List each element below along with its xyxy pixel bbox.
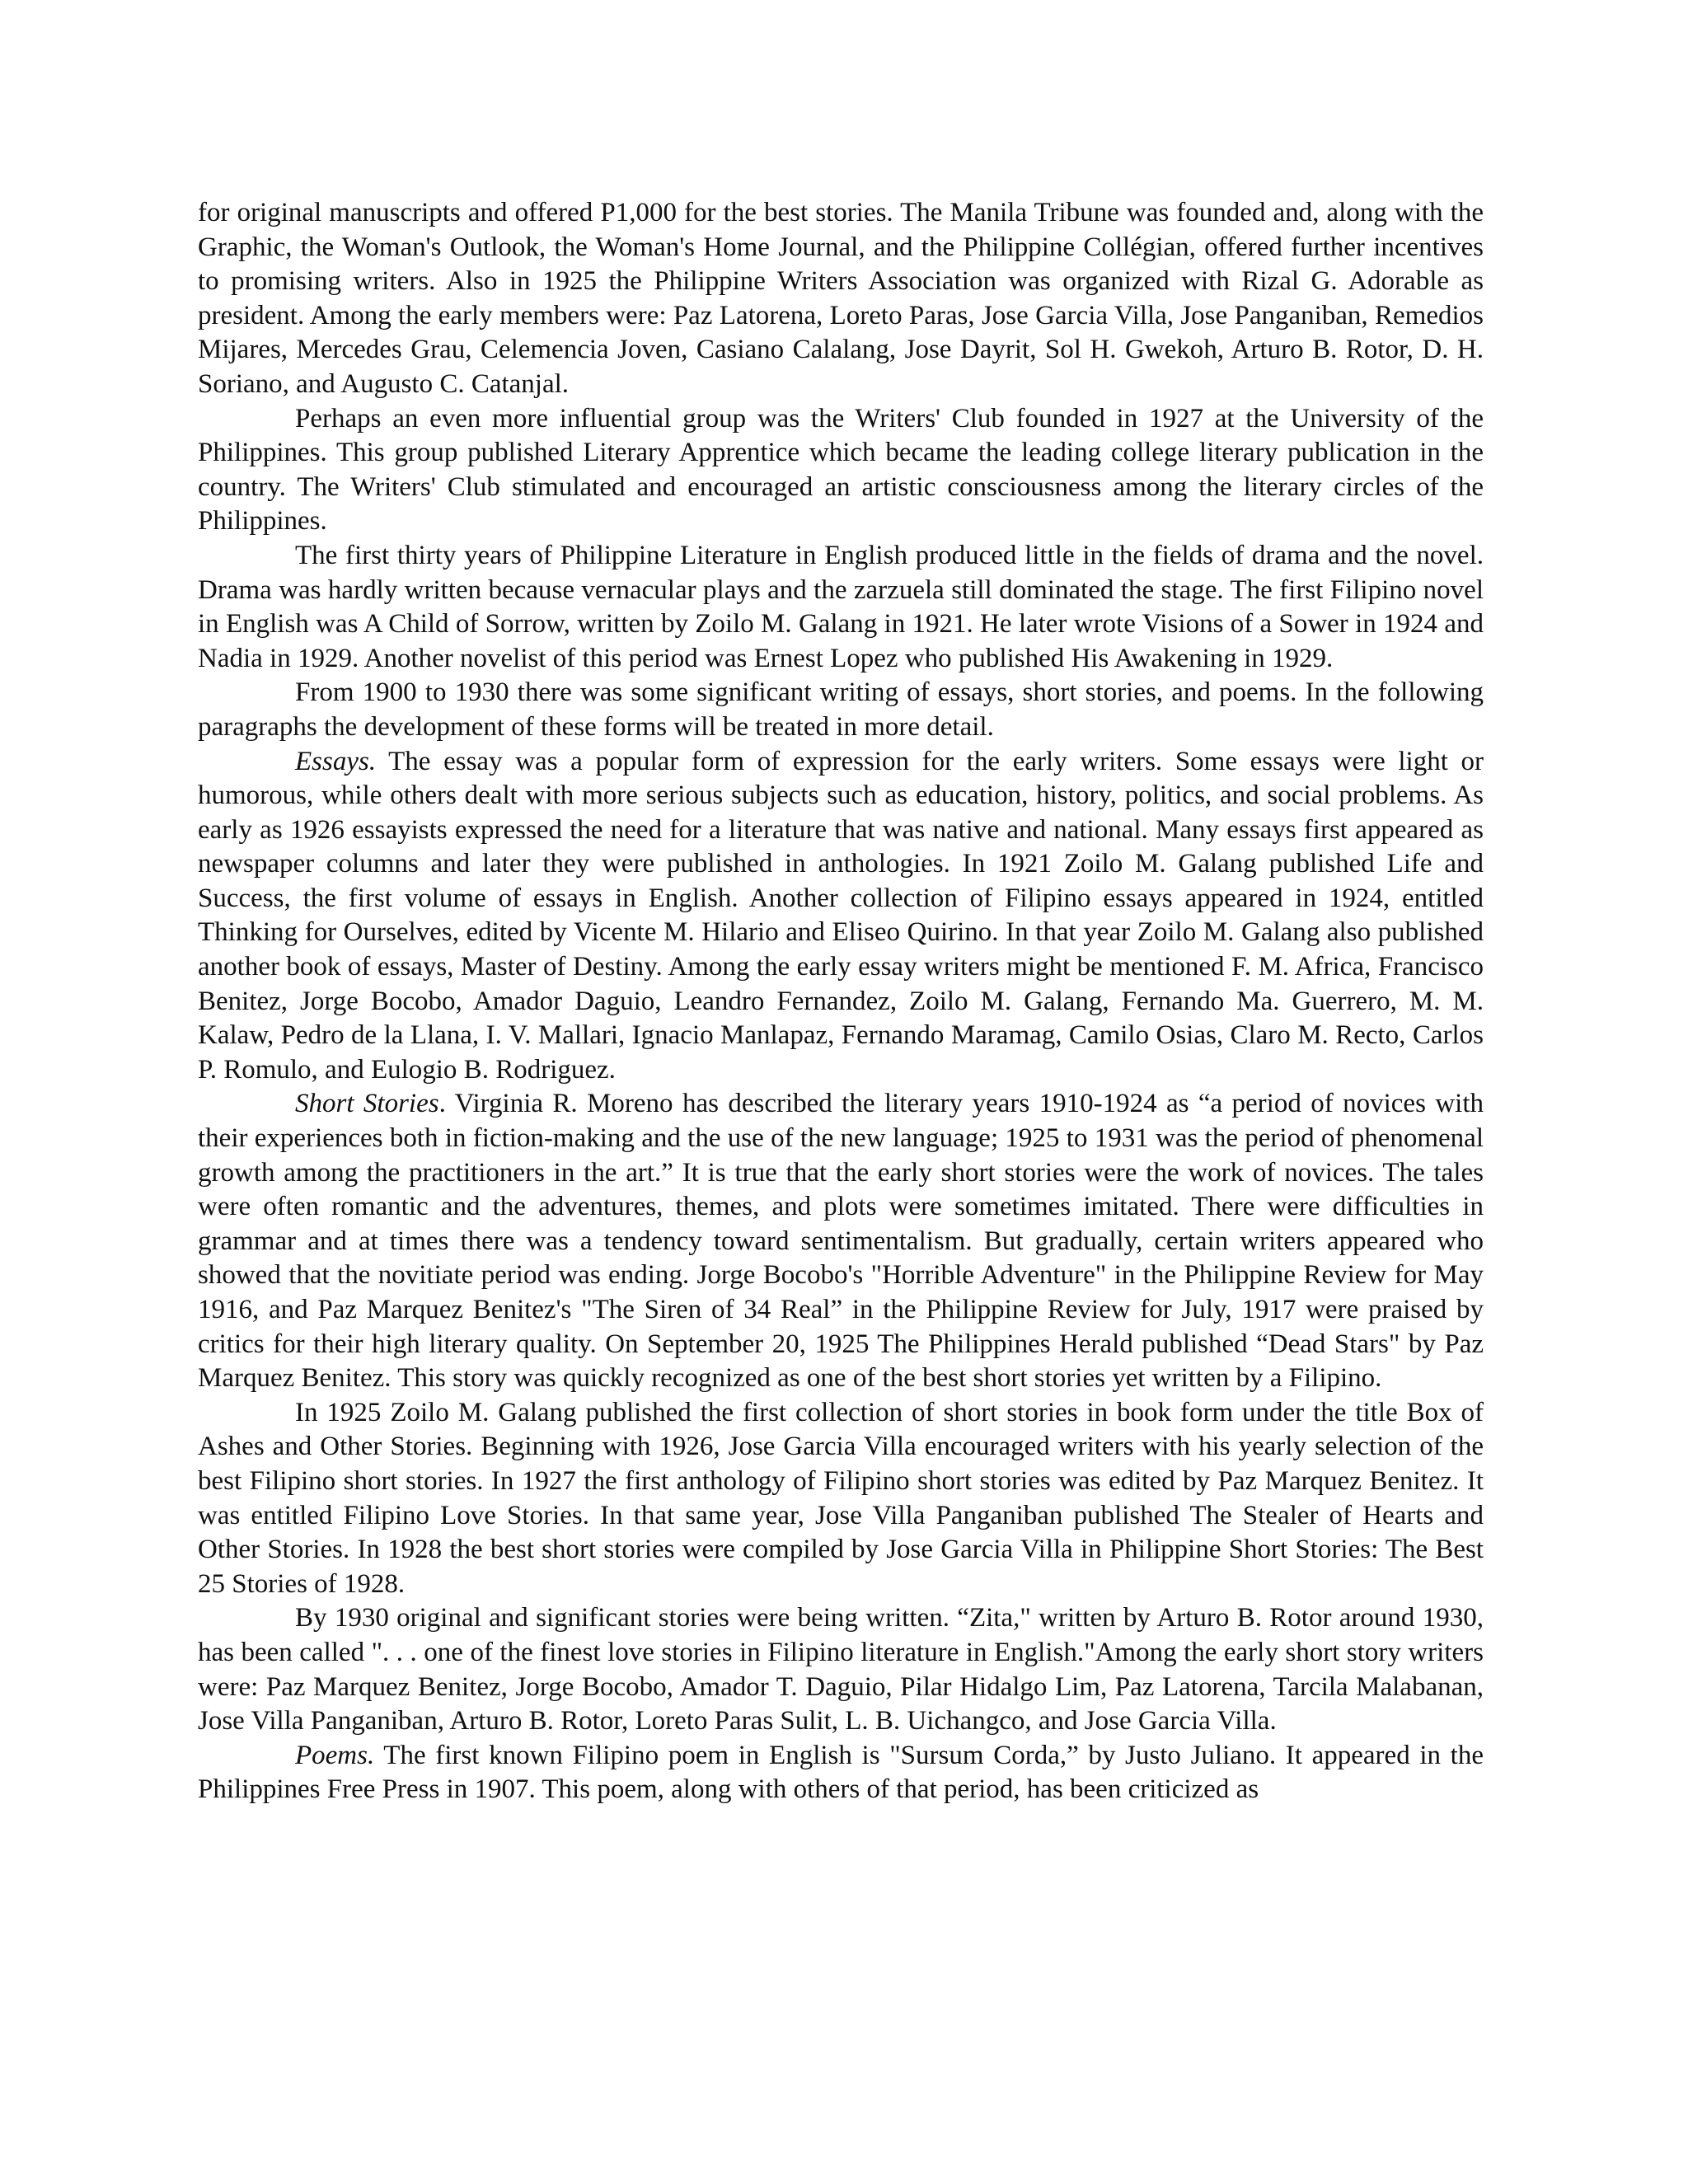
paragraph-text: Perhaps an even more influential group was the Writers' Club founded in 1927 at the University of the Philippines. This group published Literary Apprentice which became the leading college literary publication in the country. The Writers' Club stimulated and encouraged an artistic consciousness among the literary circles of the Philippines. — [198, 403, 1484, 537]
paragraph-text: The first thirty years of Philippine Literature in English produced little in the fields of drama and the novel. Drama was hardly written because vernacular plays and the zarzuela still dominated the stage. The first Filipino novel in English was A Child of Sorrow, written by Zoilo M. Galang in 1921. He later wrote Visions of a Sower in 1924 and Nadia in 1929. Another novelist of this period was Ernest Lopez who published His Awakening in 1929. — [198, 540, 1484, 673]
paragraph-drama-novel — [198, 539, 1484, 676]
paragraph-essays — [198, 745, 1484, 1088]
paragraph-text: From 1900 to 1930 there was some significant writing of essays, short stories, and poems. In the following paragraphs the development of these forms will be treated in more detail. — [198, 677, 1484, 742]
paragraph-forms-intro — [198, 676, 1484, 744]
paragraph-poems — [198, 1739, 1484, 1807]
section-lead-essays: Essays. — [295, 746, 377, 776]
paragraph-text: By 1930 original and significant stories were being written. “Zita," written by Arturo B. Rotor around 1930, has been called ". . . one of the finest love stories in Filipino literature in English."Among the early short story writers were: Paz Marquez Benitez, Jorge Bocobo, Amador T. Daguio, Pilar Hidalgo Lim, Paz Latorena, Tarcila Malabanan, Jose Villa Panganiban, Arturo B. Rotor, Loreto Paras Sulit, L. B. Uichangco, and Jose Garcia Villa. — [198, 1603, 1484, 1736]
paragraph-writers-club — [198, 402, 1484, 539]
section-lead-short-stories: Short Stories — [295, 1089, 439, 1119]
paragraph-collections — [198, 1396, 1484, 1602]
paragraph-text: In 1925 Zoilo M. Galang published the first collection of short stories in book form under the title Box of Ashes and Other Stories. Beginning with 1926, Jose Garcia Villa encouraged writers with his yearly selection of the best Filipino short stories. In 1927 the first anthology of Filipino short stories was edited by Paz Marquez Benitez. It was entitled Filipino Love Stories. In that same year, Jose Villa Panganiban published The Stealer of Hearts and Other Stories. In 1928 the best short stories were compiled by Jose Garcia Villa in Philippine Short Stories: The Best 25 Stories of 1928. — [198, 1397, 1484, 1599]
paragraph-text: The first known Filipino poem in English is "Sursum Corda,” by Justo Juliano. It appeared in the Philippines Free Press in 1907. This poem, along with others of that period, has been criticized as — [198, 1740, 1484, 1805]
section-lead-poems: Poems. — [295, 1740, 375, 1770]
paragraph-significant-stories — [198, 1601, 1484, 1738]
paragraph-short-stories — [198, 1087, 1484, 1395]
paragraph-text: The essay was a popular form of expression for the early writers. Some essays were light or humorous, while others dealt with more serious subjects such as education, history, politics, and social problems. As early as 1926 essayists expressed the need for a literature that was native and national. Many essays first appeared as newspaper columns and later they were published in anthologies. In 1921 Zoilo M. Galang published Life and Success, the first volume of essays in English. Another collection of Filipino essays appeared in 1924, entitled Thinking for Ourselves, edited by Vicente M. Hilario and Eliseo Quirino. In that year Zoilo M. Galang also published another book of essays, Master of Destiny. Among the early essay writers might be mentioned F. M. Africa, Francisco Benitez, Jorge Bocobo, Amador Daguio, Leandro Fernandez, Zoilo M. Galang, Fernando Ma. Guerrero, M. M. Kalaw, Pedro de la Llana, I. V. Mallari, Ignacio Manlapaz, Fernando Maramag, Camilo Osias, Claro M. Recto, Carlos P. Romulo, and Eulogio B. Rodriguez. — [198, 746, 1484, 1085]
paragraph-text: . Virginia R. Moreno has described the literary years 1910-1924 as “a period of novices with their experiences both in fiction-making and the use of the new language; 1925 to 1931 was the period of phenomenal growth among the practitioners in the art.” It is true that the early short stories were the work of novices. The tales were often romantic and the adventures, themes, and plots were sometimes imitated. There were difficulties in grammar and at times there was a tendency toward sentimentalism. But gradually, certain writers appeared who showed that the novitiate period was ending. Jorge Bocobo's "Horrible Adventure" in the Philippine Review for May 1916, and Paz Marquez Benitez's "The Siren of 34 Real” in the Philippine Review for July, 1917 were praised by critics for their high literary quality. On September 20, 1925 The Philippines Herald published “Dead Stars" by Paz Marquez Benitez. This story was quickly recognized as one of the best short stories yet written by a Filipino. — [198, 1089, 1484, 1394]
body-text — [198, 196, 1484, 1807]
paragraph-text: for original manuscripts and offered P1,000 for the best stories. The Manila Tribune was founded and, along with the Graphic, the Woman's Outlook, the Woman's Home Journal, and the Philippine Collégian, offered further incentives to promising writers. Also in 1925 the Philippine Writers Association was organized with Rizal G. Adorable as president. Among the early members were: Paz Latorena, Loreto Paras, Jose Garcia Villa, Jose Panganiban, Remedios Mijares, Mercedes Grau, Celemencia Joven, Casiano Calalang, Jose Dayrit, Sol H. Gwekoh, Arturo B. Rotor, D. H. Soriano, and Augusto C. Catanjal. — [198, 198, 1484, 399]
paragraph-manuscripts — [198, 196, 1484, 402]
